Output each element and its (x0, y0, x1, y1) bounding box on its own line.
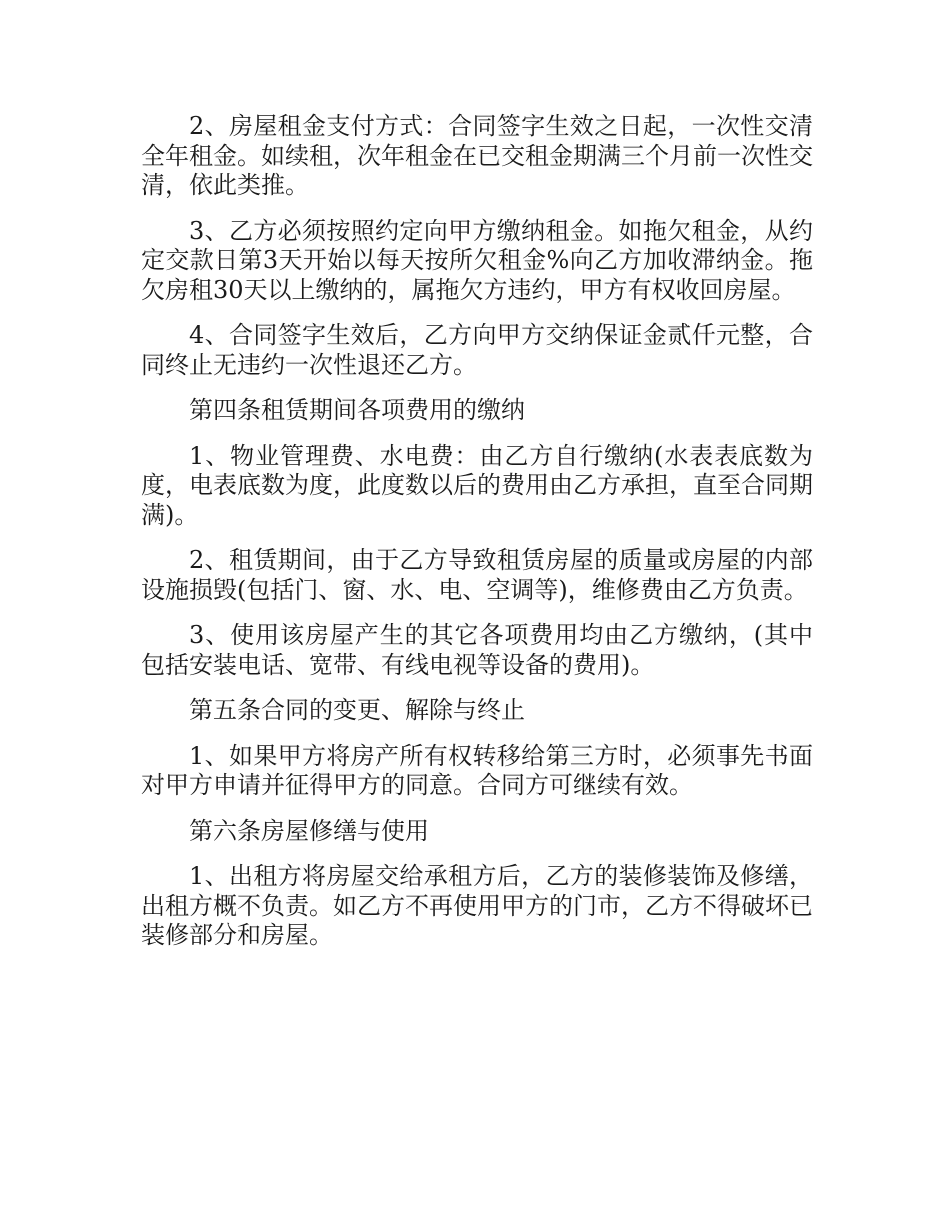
section-heading: 第四条租赁期间各项费用的缴纳 (189, 396, 525, 424)
clause-paragraph: 1、出租方将房屋交给承租方后，乙方的装修装饰及修缮，出租方概不负责。如乙方不再使用甲方的门市，乙方不得破坏已装修部分和房屋。 (141, 862, 813, 949)
clause-paragraph: 2、房屋租金支付方式：合同签字生效之日起，一次性交清全年租金。如续租，次年租金在已交租金期满三个月前一次性交清，依此类推。 (141, 112, 813, 199)
clause-paragraph: 3、使用该房屋产生的其它各项费用均由乙方缴纳，(其中包括安装电话、宽带、有线电视等设备的费用)。 (141, 621, 813, 679)
section-heading: 第五条合同的变更、解除与终止 (189, 696, 525, 724)
clause-paragraph: 2、租赁期间，由于乙方导致租赁房屋的质量或房屋的内部设施损毁(包括门、窗、水、电、空调等)，维修费由乙方负责。 (141, 546, 813, 604)
section-heading: 第六条房屋修缮与使用 (189, 816, 429, 845)
clause-paragraph: 4、合同签字生效后，乙方向甲方交纳保证金贰仟元整，合同终止无违约一次性退还乙方。 (141, 321, 813, 379)
document-body (141, 112, 813, 967)
clause-paragraph: 1、如果甲方将房产所有权转移给第三方时，必须事先书面对甲方申请并征得甲方的同意。合同方可继续有效。 (141, 741, 813, 799)
clause-paragraph: 1、物业管理费、水电费：由乙方自行缴纳(水表表底数为度，电表底数为度，此度数以后的费用由乙方承担，直至合同期满)。 (141, 441, 813, 529)
clause-paragraph: 3、乙方必须按照约定向甲方缴纳租金。如拖欠租金，从约定交款日第3天开始以每天按所欠租金%向乙方加收滞纳金。拖欠房租30天以上缴纳的，属拖欠方违约，甲方有权收回房屋。 (141, 216, 813, 304)
